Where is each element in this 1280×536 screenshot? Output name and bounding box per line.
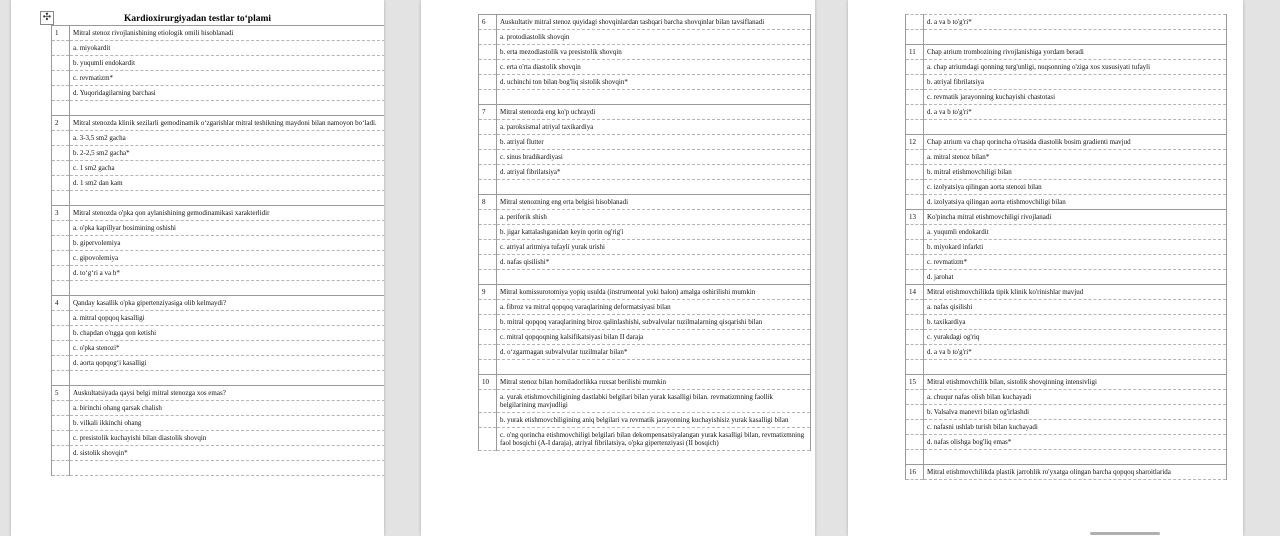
question-table-page-2 — [478, 14, 811, 451]
answer-option-row — [479, 30, 811, 45]
question-number-cell[interactable] — [52, 101, 70, 116]
answer-option-row — [906, 420, 1227, 435]
answer-option-row — [479, 345, 811, 360]
question-number-cell[interactable] — [52, 71, 70, 86]
answer-option-cell[interactable]: c. 1 sm2 gacha — [70, 161, 385, 176]
question-row — [479, 105, 811, 120]
question-number-cell[interactable] — [906, 150, 924, 165]
answer-option-cell[interactable]: c. erta o'rta diastolik shovqin — [497, 60, 811, 75]
answer-option-row — [479, 225, 811, 240]
answer-option-cell[interactable]: a. yuqumli endokardit — [924, 225, 1227, 240]
question-number-cell[interactable] — [52, 41, 70, 56]
answer-option-cell[interactable]: b. mitral etishmovchiligi bilan — [924, 165, 1227, 180]
question-number-cell[interactable] — [906, 120, 924, 135]
answer-option-cell[interactable]: a. periferik shish — [497, 210, 811, 225]
answer-option-row — [52, 446, 385, 461]
question-number-cell[interactable] — [479, 45, 497, 60]
answer-option-row — [906, 345, 1227, 360]
question-row — [479, 375, 811, 390]
question-number-cell[interactable] — [906, 360, 924, 375]
answer-option-cell[interactable] — [70, 281, 385, 296]
question-text-cell[interactable]: Mitral stenoz rivojlanishining etiologik omili hisoblanadi — [70, 26, 385, 41]
answer-option-row — [479, 390, 811, 413]
answer-option-cell[interactable] — [497, 270, 811, 285]
answer-option-row — [906, 180, 1227, 195]
question-number-cell[interactable]: 12 — [906, 135, 924, 150]
question-number-cell[interactable] — [906, 60, 924, 75]
spacer-row — [906, 450, 1227, 465]
answer-option-cell[interactable]: a. chuqur nafas olish bilan kuchayadi — [924, 390, 1227, 405]
question-row — [906, 375, 1227, 390]
question-number-cell[interactable] — [479, 413, 497, 428]
question-text-cell[interactable]: Mitral stenozda o'pka qon aylanishining gemodinamikasi xarakterlidir — [70, 206, 385, 221]
answer-option-cell[interactable]: c. yurakdagi og'riq — [924, 330, 1227, 345]
answer-option-row — [52, 221, 385, 236]
answer-option-cell[interactable]: a. yurak etishmovchiligining dastlabki belgilari bilan yurak kasalligi bilan. revmatizmning faollik belgilarining mavjudligi — [497, 390, 811, 413]
answer-option-cell[interactable] — [924, 450, 1227, 465]
spacer-row — [906, 30, 1227, 45]
answer-option-cell[interactable]: c. nafasni ushlab turish bilan kuchayadi — [924, 420, 1227, 435]
answer-option-cell[interactable]: c. revmatizm* — [924, 255, 1227, 270]
question-number-cell[interactable]: 13 — [906, 210, 924, 225]
question-number-cell[interactable]: 2 — [52, 116, 70, 131]
document-page-2 — [421, 0, 815, 536]
answer-option-row — [479, 60, 811, 75]
question-number-cell[interactable]: 10 — [479, 375, 497, 390]
question-number-cell[interactable] — [479, 210, 497, 225]
answer-option-cell[interactable]: b. 2-2,5 sm2 gacha* — [70, 146, 385, 161]
question-number-cell[interactable]: 3 — [52, 206, 70, 221]
answer-option-cell[interactable]: b. yuqumli endokardit — [70, 56, 385, 71]
answer-option-cell[interactable]: b. jigar kattalashganidan keyin qorin og'rig'i — [497, 225, 811, 240]
spacer-row — [52, 371, 385, 386]
answer-option-cell[interactable]: d. nafas olishga bog'liq emas* — [924, 435, 1227, 450]
question-row — [52, 26, 385, 41]
question-number-cell[interactable] — [479, 270, 497, 285]
question-row — [479, 15, 811, 30]
question-number-cell[interactable]: 15 — [906, 375, 924, 390]
answer-option-row — [52, 341, 385, 356]
question-number-cell[interactable] — [906, 330, 924, 345]
answer-option-row — [52, 326, 385, 341]
question-table-page-3 — [905, 14, 1227, 480]
question-text-cell[interactable]: Qanday kasallik o'pka gipertenziyasiga olib kelmaydi? — [70, 296, 385, 311]
answer-option-cell[interactable]: a. mitral stenoz bilan* — [924, 150, 1227, 165]
question-number-cell[interactable] — [52, 371, 70, 386]
question-number-cell[interactable] — [906, 405, 924, 420]
question-number-cell[interactable] — [906, 195, 924, 210]
question-number-cell[interactable]: 16 — [906, 465, 924, 480]
question-number-cell[interactable]: 14 — [906, 285, 924, 300]
question-number-cell[interactable] — [52, 461, 70, 476]
question-text-cell[interactable]: Mitral stenoz bilan homiladorlikka ruxsat berilishi mumkin — [497, 375, 811, 390]
answer-option-row — [479, 300, 811, 315]
answer-option-row — [479, 165, 811, 180]
question-number-cell[interactable] — [479, 255, 497, 270]
answer-option-cell[interactable]: b. atriyal fibrilatsiya — [924, 75, 1227, 90]
spacer-row — [906, 120, 1227, 135]
question-text-cell[interactable]: Auskultativ mitral stenoz quyidagi shovqinlardan tashqari barcha shovqinlar bilan tavsiflanadi — [497, 15, 811, 30]
spacer-row — [479, 270, 811, 285]
question-number-cell[interactable]: 9 — [479, 285, 497, 300]
question-table-page-1 — [51, 25, 384, 476]
question-number-cell[interactable] — [479, 390, 497, 413]
spacer-row — [52, 191, 385, 206]
question-number-cell[interactable] — [52, 446, 70, 461]
question-number-cell[interactable] — [52, 161, 70, 176]
answer-option-cell[interactable]: b. Valsalva manevri bilan og'irlashdi — [924, 405, 1227, 420]
answer-option-row — [52, 176, 385, 191]
answer-option-row — [906, 315, 1227, 330]
answer-option-row — [906, 15, 1227, 30]
answer-option-row — [906, 90, 1227, 105]
answer-option-cell[interactable]: d. a va b to'g'ri* — [924, 15, 1227, 30]
answer-option-cell[interactable]: d. to‘g‘ri a va b* — [70, 266, 385, 281]
answer-option-row — [906, 105, 1227, 120]
question-number-cell[interactable] — [52, 86, 70, 101]
question-number-cell[interactable] — [52, 401, 70, 416]
question-number-cell[interactable] — [52, 266, 70, 281]
answer-option-cell[interactable] — [924, 360, 1227, 375]
answer-option-cell[interactable]: a. birinchi ohang qarsak chalish — [70, 401, 385, 416]
answer-option-row — [52, 71, 385, 86]
answer-option-cell[interactable]: c. revmatizm* — [70, 71, 385, 86]
question-number-cell[interactable] — [479, 60, 497, 75]
answer-option-cell[interactable] — [497, 90, 811, 105]
question-number-cell[interactable] — [52, 326, 70, 341]
answer-option-cell[interactable]: b. erta mezodiastolik va presistolik shovqin — [497, 45, 811, 60]
answer-option-cell[interactable]: a. protodiastolik shovqin — [497, 30, 811, 45]
answer-option-row — [906, 240, 1227, 255]
answer-option-row — [52, 311, 385, 326]
horizontal-scrollbar[interactable] — [1090, 532, 1160, 535]
answer-option-cell[interactable] — [924, 30, 1227, 45]
question-number-cell[interactable] — [479, 180, 497, 195]
question-number-cell[interactable]: 6 — [479, 15, 497, 30]
answer-option-row — [52, 161, 385, 176]
question-number-cell[interactable] — [479, 345, 497, 360]
answer-option-cell[interactable]: d. a va b to'g'ri* — [924, 105, 1227, 120]
answer-option-cell[interactable]: d. jarohat — [924, 270, 1227, 285]
answer-option-row — [906, 255, 1227, 270]
question-text-cell[interactable]: Mitral etishmovchilik bilan, sistolik shovqinning intensivligi — [924, 375, 1227, 390]
question-number-cell[interactable] — [479, 150, 497, 165]
question-row — [906, 45, 1227, 60]
question-number-cell[interactable]: 11 — [906, 45, 924, 60]
question-number-cell[interactable] — [52, 251, 70, 266]
answer-option-row — [479, 413, 811, 428]
answer-option-cell[interactable]: b. miyokard infarkti — [924, 240, 1227, 255]
question-text-cell[interactable]: Mitral komissurotomiya yopiq usulda (instrumental yoki balon) amalga oshirilishi mumkin — [497, 285, 811, 300]
answer-option-cell[interactable]: b. taxikardiya — [924, 315, 1227, 330]
question-row — [906, 135, 1227, 150]
question-number-cell[interactable] — [479, 300, 497, 315]
answer-option-cell[interactable] — [70, 371, 385, 386]
answer-option-row — [52, 131, 385, 146]
question-number-cell[interactable] — [479, 428, 497, 451]
question-row — [52, 206, 385, 221]
question-number-cell[interactable] — [906, 30, 924, 45]
question-number-cell[interactable] — [906, 255, 924, 270]
question-number-cell[interactable] — [52, 416, 70, 431]
question-text-cell[interactable]: Chap atrium trombozining rivojlanishiga yordam beradi — [924, 45, 1227, 60]
question-number-cell[interactable] — [52, 311, 70, 326]
answer-option-row — [479, 75, 811, 90]
answer-option-cell[interactable]: a. fibroz va mitral qopqoq varaqlarining deformatsiyasi bilan — [497, 300, 811, 315]
question-number-cell[interactable] — [479, 75, 497, 90]
question-text-cell[interactable]: Mitral etishmovchilikda plastik jarrohlik ro'yxatga olingan barcha qopqoq sharoitlarida — [924, 465, 1227, 480]
question-number-cell[interactable] — [52, 146, 70, 161]
question-text-cell[interactable]: Mitral stenozda eng ko'p uchraydi — [497, 105, 811, 120]
question-row — [479, 285, 811, 300]
answer-option-cell[interactable]: a. 3-3,5 sm2 gacha — [70, 131, 385, 146]
question-text-cell[interactable]: Chap atrium va chap qorincha o'rtasida diastolik bosim gradienti mavjud — [924, 135, 1227, 150]
question-number-cell[interactable] — [52, 281, 70, 296]
question-number-cell[interactable] — [906, 300, 924, 315]
question-number-cell[interactable] — [479, 120, 497, 135]
answer-option-cell[interactable] — [924, 120, 1227, 135]
spacer-row — [52, 281, 385, 296]
answer-option-row — [906, 195, 1227, 210]
answer-option-cell[interactable]: c. presistolik kuchayishi bilan diastolik shovqin — [70, 431, 385, 446]
question-number-cell[interactable] — [906, 345, 924, 360]
question-row — [906, 210, 1227, 225]
answer-option-row — [906, 270, 1227, 285]
question-number-cell[interactable] — [52, 191, 70, 206]
answer-option-row — [479, 135, 811, 150]
question-number-cell[interactable] — [906, 435, 924, 450]
answer-option-cell[interactable]: a. paroksismal atriyal taxikardiya — [497, 120, 811, 135]
question-number-cell[interactable]: 8 — [479, 195, 497, 210]
question-number-cell[interactable] — [52, 221, 70, 236]
answer-option-cell[interactable]: a. chap atriumdagi qonning turg'unligi, nuqsonning o'ziga xos xususiyati tufayli — [924, 60, 1227, 75]
question-row — [52, 296, 385, 311]
answer-option-row — [906, 150, 1227, 165]
answer-option-cell[interactable]: c. gipovolemiya — [70, 251, 385, 266]
question-number-cell[interactable] — [479, 225, 497, 240]
question-number-cell[interactable] — [479, 240, 497, 255]
question-text-cell[interactable]: Ko'pincha mitral etishmovchiligi rivojlanadi — [924, 210, 1227, 225]
answer-option-row — [479, 428, 811, 451]
answer-option-cell[interactable]: d. aorta qopqog‘i kasalligi — [70, 356, 385, 371]
question-row — [52, 116, 385, 131]
answer-option-cell[interactable]: c. o'ng qorincha etishmovchiligi belgilari bilan dekompensatsiyalangan yurak kasalligi bilan, revmatizmning faol bosqichi (A-I daraja), atriyal fibrilatsiya, o'pka gipertenziyasi (II bosqich) — [497, 428, 811, 451]
spacer-row — [52, 461, 385, 476]
question-number-cell[interactable] — [906, 390, 924, 405]
answer-option-cell[interactable]: d. atriyal fibrilatsiya* — [497, 165, 811, 180]
question-number-cell[interactable] — [52, 176, 70, 191]
answer-option-row — [906, 405, 1227, 420]
answer-option-row — [52, 41, 385, 56]
answer-option-cell[interactable]: a. o'pka kapillyar bosimining oshishi — [70, 221, 385, 236]
answer-option-row — [479, 315, 811, 330]
answer-option-cell[interactable]: d. nafas qisilishi* — [497, 255, 811, 270]
answer-option-row — [906, 435, 1227, 450]
answer-option-row — [906, 165, 1227, 180]
question-row — [479, 195, 811, 210]
answer-option-row — [52, 356, 385, 371]
question-row — [906, 465, 1227, 480]
answer-option-cell[interactable]: b. chapdan o'ngga qon ketishi — [70, 326, 385, 341]
question-number-cell[interactable] — [906, 75, 924, 90]
answer-option-cell[interactable] — [70, 101, 385, 116]
question-number-cell[interactable] — [906, 15, 924, 30]
answer-option-cell[interactable]: d. 1 sm2 dan kam — [70, 176, 385, 191]
answer-option-cell[interactable]: d. sistolik shovqin* — [70, 446, 385, 461]
spacer-row — [479, 180, 811, 195]
question-number-cell[interactable] — [479, 360, 497, 375]
table-move-handle-icon[interactable]: ✣ — [40, 11, 54, 25]
answer-option-cell[interactable]: c. mitral qopqoqning kalsifikatsiyasi bilan II daraja — [497, 330, 811, 345]
question-number-cell[interactable] — [906, 240, 924, 255]
answer-option-row — [52, 146, 385, 161]
question-number-cell[interactable] — [906, 225, 924, 240]
spacer-row — [52, 101, 385, 116]
answer-option-cell[interactable]: d. a va b to'g'ri* — [924, 345, 1227, 360]
question-number-cell[interactable] — [479, 30, 497, 45]
question-number-cell[interactable]: 5 — [52, 386, 70, 401]
question-number-cell[interactable] — [479, 165, 497, 180]
answer-option-row — [906, 225, 1227, 240]
question-number-cell[interactable] — [906, 90, 924, 105]
answer-option-cell[interactable] — [497, 360, 811, 375]
answer-option-cell[interactable]: c. revmatik jarayonning kuchayishi chastotasi — [924, 90, 1227, 105]
answer-option-row — [479, 330, 811, 345]
document-title: Kardioxirurgiyadan testlar to‘plami — [123, 14, 272, 24]
question-number-cell[interactable]: 4 — [52, 296, 70, 311]
question-number-cell[interactable] — [906, 420, 924, 435]
answer-option-row — [52, 86, 385, 101]
question-number-cell[interactable] — [52, 236, 70, 251]
question-number-cell[interactable] — [906, 180, 924, 195]
answer-option-cell[interactable]: d. izolyatsiya qilingan aorta etishmovchiligi bilan — [924, 195, 1227, 210]
answer-option-cell[interactable]: d. Yuqoridagilarning barchasi — [70, 86, 385, 101]
answer-option-cell[interactable]: c. atriyal aritmiya tufayli yurak urishi — [497, 240, 811, 255]
answer-option-row — [479, 255, 811, 270]
spacer-row — [906, 360, 1227, 375]
question-number-cell[interactable] — [479, 315, 497, 330]
question-number-cell[interactable] — [479, 90, 497, 105]
answer-option-cell[interactable]: c. sinus bradikardiyasi — [497, 150, 811, 165]
answer-option-cell[interactable]: c. izolyatsiya qilingan aorta stenozi bilan — [924, 180, 1227, 195]
answer-option-row — [52, 266, 385, 281]
question-number-cell[interactable] — [906, 105, 924, 120]
answer-option-row — [52, 416, 385, 431]
answer-option-row — [479, 150, 811, 165]
answer-option-row — [52, 251, 385, 266]
question-number-cell[interactable] — [906, 315, 924, 330]
answer-option-row — [52, 56, 385, 71]
question-text-cell[interactable]: Mitral stenozda klinik sezilarli gemodinamik o‘zgarishlar mitral teshikning maydoni bilan namoyon bo‘ladi. — [70, 116, 385, 131]
answer-option-cell[interactable] — [497, 180, 811, 195]
question-number-cell[interactable] — [479, 330, 497, 345]
answer-option-cell[interactable]: b. mitral qopqoq varaqlarining biroz qalinlashishi, subvalvular tuzilmalarning qisqarishi bilan — [497, 315, 811, 330]
question-row — [906, 285, 1227, 300]
question-text-cell[interactable]: Mitral stenozning eng erta belgisi hisoblanadi — [497, 195, 811, 210]
question-row — [52, 386, 385, 401]
spacer-row — [479, 90, 811, 105]
document-page-1 — [11, 0, 384, 536]
answer-option-cell[interactable]: c. o'pka stenozi* — [70, 341, 385, 356]
answer-option-row — [906, 330, 1227, 345]
question-number-cell[interactable] — [479, 135, 497, 150]
answer-option-row — [479, 240, 811, 255]
answer-option-cell[interactable]: d. o‘zgarmagan subvalvular tuzilmalar bilan* — [497, 345, 811, 360]
question-number-cell[interactable] — [906, 450, 924, 465]
question-text-cell[interactable]: Mitral etishmovchilikda tipik klinik ko'rinishlar mavjud — [924, 285, 1227, 300]
question-number-cell[interactable] — [52, 131, 70, 146]
question-number-cell[interactable] — [906, 270, 924, 285]
answer-option-row — [479, 120, 811, 135]
question-number-cell[interactable]: 1 — [52, 26, 70, 41]
answer-option-row — [906, 75, 1227, 90]
answer-option-cell[interactable]: a. miyokardit — [70, 41, 385, 56]
answer-option-row — [479, 45, 811, 60]
question-number-cell[interactable] — [52, 431, 70, 446]
answer-option-cell[interactable] — [70, 461, 385, 476]
answer-option-cell[interactable]: d. uchinchi ton bilan bog'liq sistolik shovqin* — [497, 75, 811, 90]
answer-option-cell[interactable]: b. atriyal flutter — [497, 135, 811, 150]
answer-option-cell[interactable]: b. yurak etishmovchiligining aniq belgilari va revmatik jarayonning kuchayishisiz yurak kasalligi bilan — [497, 413, 811, 428]
answer-option-cell[interactable] — [70, 191, 385, 206]
question-number-cell[interactable]: 7 — [479, 105, 497, 120]
answer-option-row — [52, 431, 385, 446]
question-number-cell[interactable] — [52, 341, 70, 356]
question-text-cell[interactable]: Auskultatsiyada qaysi belgi mitral stenozga xos emas? — [70, 386, 385, 401]
question-number-cell[interactable] — [906, 165, 924, 180]
answer-option-cell[interactable]: b. vilkali ikkinchi ohang — [70, 416, 385, 431]
answer-option-row — [52, 236, 385, 251]
answer-option-row — [906, 300, 1227, 315]
spacer-row — [479, 360, 811, 375]
answer-option-row — [52, 401, 385, 416]
answer-option-cell[interactable]: b. gipervolemiya — [70, 236, 385, 251]
answer-option-row — [479, 210, 811, 225]
answer-option-row — [906, 390, 1227, 405]
question-number-cell[interactable] — [52, 56, 70, 71]
answer-option-row — [906, 60, 1227, 75]
question-number-cell[interactable] — [52, 356, 70, 371]
answer-option-cell[interactable]: a. mitral qopqoq kasalligi — [70, 311, 385, 326]
answer-option-cell[interactable]: a. nafas qisilishi — [924, 300, 1227, 315]
document-page-3 — [848, 0, 1243, 536]
